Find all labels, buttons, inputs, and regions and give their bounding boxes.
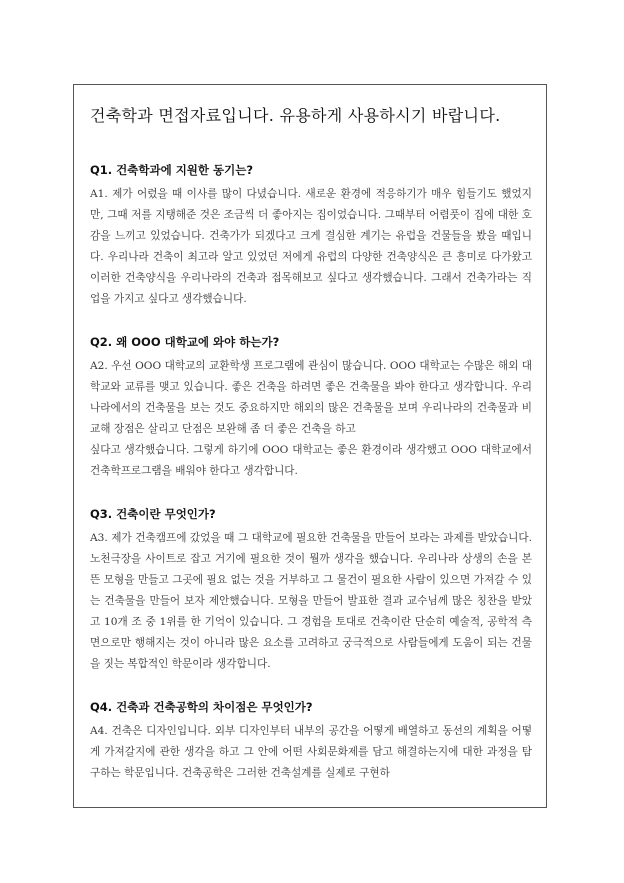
qa-block-q1 xyxy=(90,160,532,310)
answer-q1 xyxy=(90,184,532,310)
qa-block-q2 xyxy=(90,332,532,482)
question-q2: Q2. 왜 OOO 대학교에 와야 하는가? xyxy=(90,335,280,349)
question-q4: Q4. 건축과 건축공학의 차이점은 무엇인가? xyxy=(90,700,313,714)
document-content xyxy=(90,103,532,806)
answer-q2-paragraph-1: A2. 우선 OOO 대학교의 교환학생 프로그램에 관심이 많습니다. OOO 대학교는 수많은 해외 대학교와 교류를 맺고 있습니다. 좋은 건축을 하려면 좋은 건축물을 봐야 한다고 생각합니다. 우리나라에서의 건축물을 보는 것도 중요하지만 해외의 많은 건축물을 보며 우리나라의 건축물과 비교해 장점은 살리고 단점은 보완해 좀 더 좋은 건축을 하고 xyxy=(90,360,532,435)
answer-q1-paragraph: A1. 제가 어렸을 때 이사를 많이 다녔습니다. 새로운 환경에 적응하기가 매우 힘들기도 했었지만, 그때 저를 지탱해준 것은 조금씩 더 좋아지는 집이었습니다. 그때부터 어렴풋이 집에 대한 호감을 느끼고 있었습니다. 건축가가 되겠다고 크게 결심한 계기는 유럽을 건물들을 봤을 때입니다. 우리나라 건축이 최고라 알고 있었던 저에게 유럽의 다양한 건축양식은 큰 흥미로 다가왔고 이러한 건축양식을 우리나라의 건축과 접목해보고 싶다고 생각했습니다. 그래서 건축가라는 직업을 가지고 싶다고 생각했습니다. xyxy=(90,188,532,305)
answer-q2 xyxy=(90,356,532,482)
answer-q4-paragraph: A4. 건축은 디자인입니다. 외부 디자인부터 내부의 공간을 어떻게 배열하고 동선의 계획을 어떻게 가져갈지에 관한 생각을 하고 그 안에 어떤 사회문화제를 담고 해결하는지에 대한 과정을 탐구하는 학문입니다. 건축공학은 그러한 건축설계를 실제로 구현하 xyxy=(90,725,532,779)
answer-q3 xyxy=(90,528,532,675)
answer-q4 xyxy=(90,721,532,784)
answer-q3-paragraph: A3. 제가 건축캠프에 갔었을 때 그 대학교에 필요한 건축물을 만들어 보라는 과제를 받았습니다. 노천극장을 사이트로 잡고 거기에 필요한 것이 뭘까 생각을 했습니다. 우리나라 상생의 손을 본뜬 모형을 만들고 그곳에 필요 없는 것을 거부하고 그 물건이 필요한 사람이 있으면 가져갈 수 있는 건축물을 만들어 보자 제안했습니다. 모형을 만들어 발표한 결과 교수님께 많은 칭찬을 받았고 10개 조 중 1위를 한 기억이 있습니다. 그 경험을 토대로 건축이란 단순히 예술적, 공학적 측면으로만 행해지는 것이 아니라 많은 요소를 고려하고 궁극적으로 사람들에게 도움이 되는 건물을 짓는 복합적인 학문이라 생각합니다. xyxy=(90,532,532,670)
question-q1: Q1. 건축학과에 지원한 동기는? xyxy=(90,163,254,177)
qa-block-q4 xyxy=(90,697,532,784)
document-title: 건축학과 면접자료입니다. 유용하게 사용하시기 바랍니다. xyxy=(90,106,501,125)
document-page xyxy=(73,84,547,808)
answer-q2-paragraph-2: 싶다고 생각했습니다. 그렇게 하기에 OOO 대학교는 좋은 환경이라 생각했고 OOO 대학교에서 건축학프로그램을 배워야 한다고 생각합니다. xyxy=(90,444,532,477)
qa-block-q3 xyxy=(90,504,532,675)
question-q3: Q3. 건축이란 무엇인가? xyxy=(90,507,216,521)
